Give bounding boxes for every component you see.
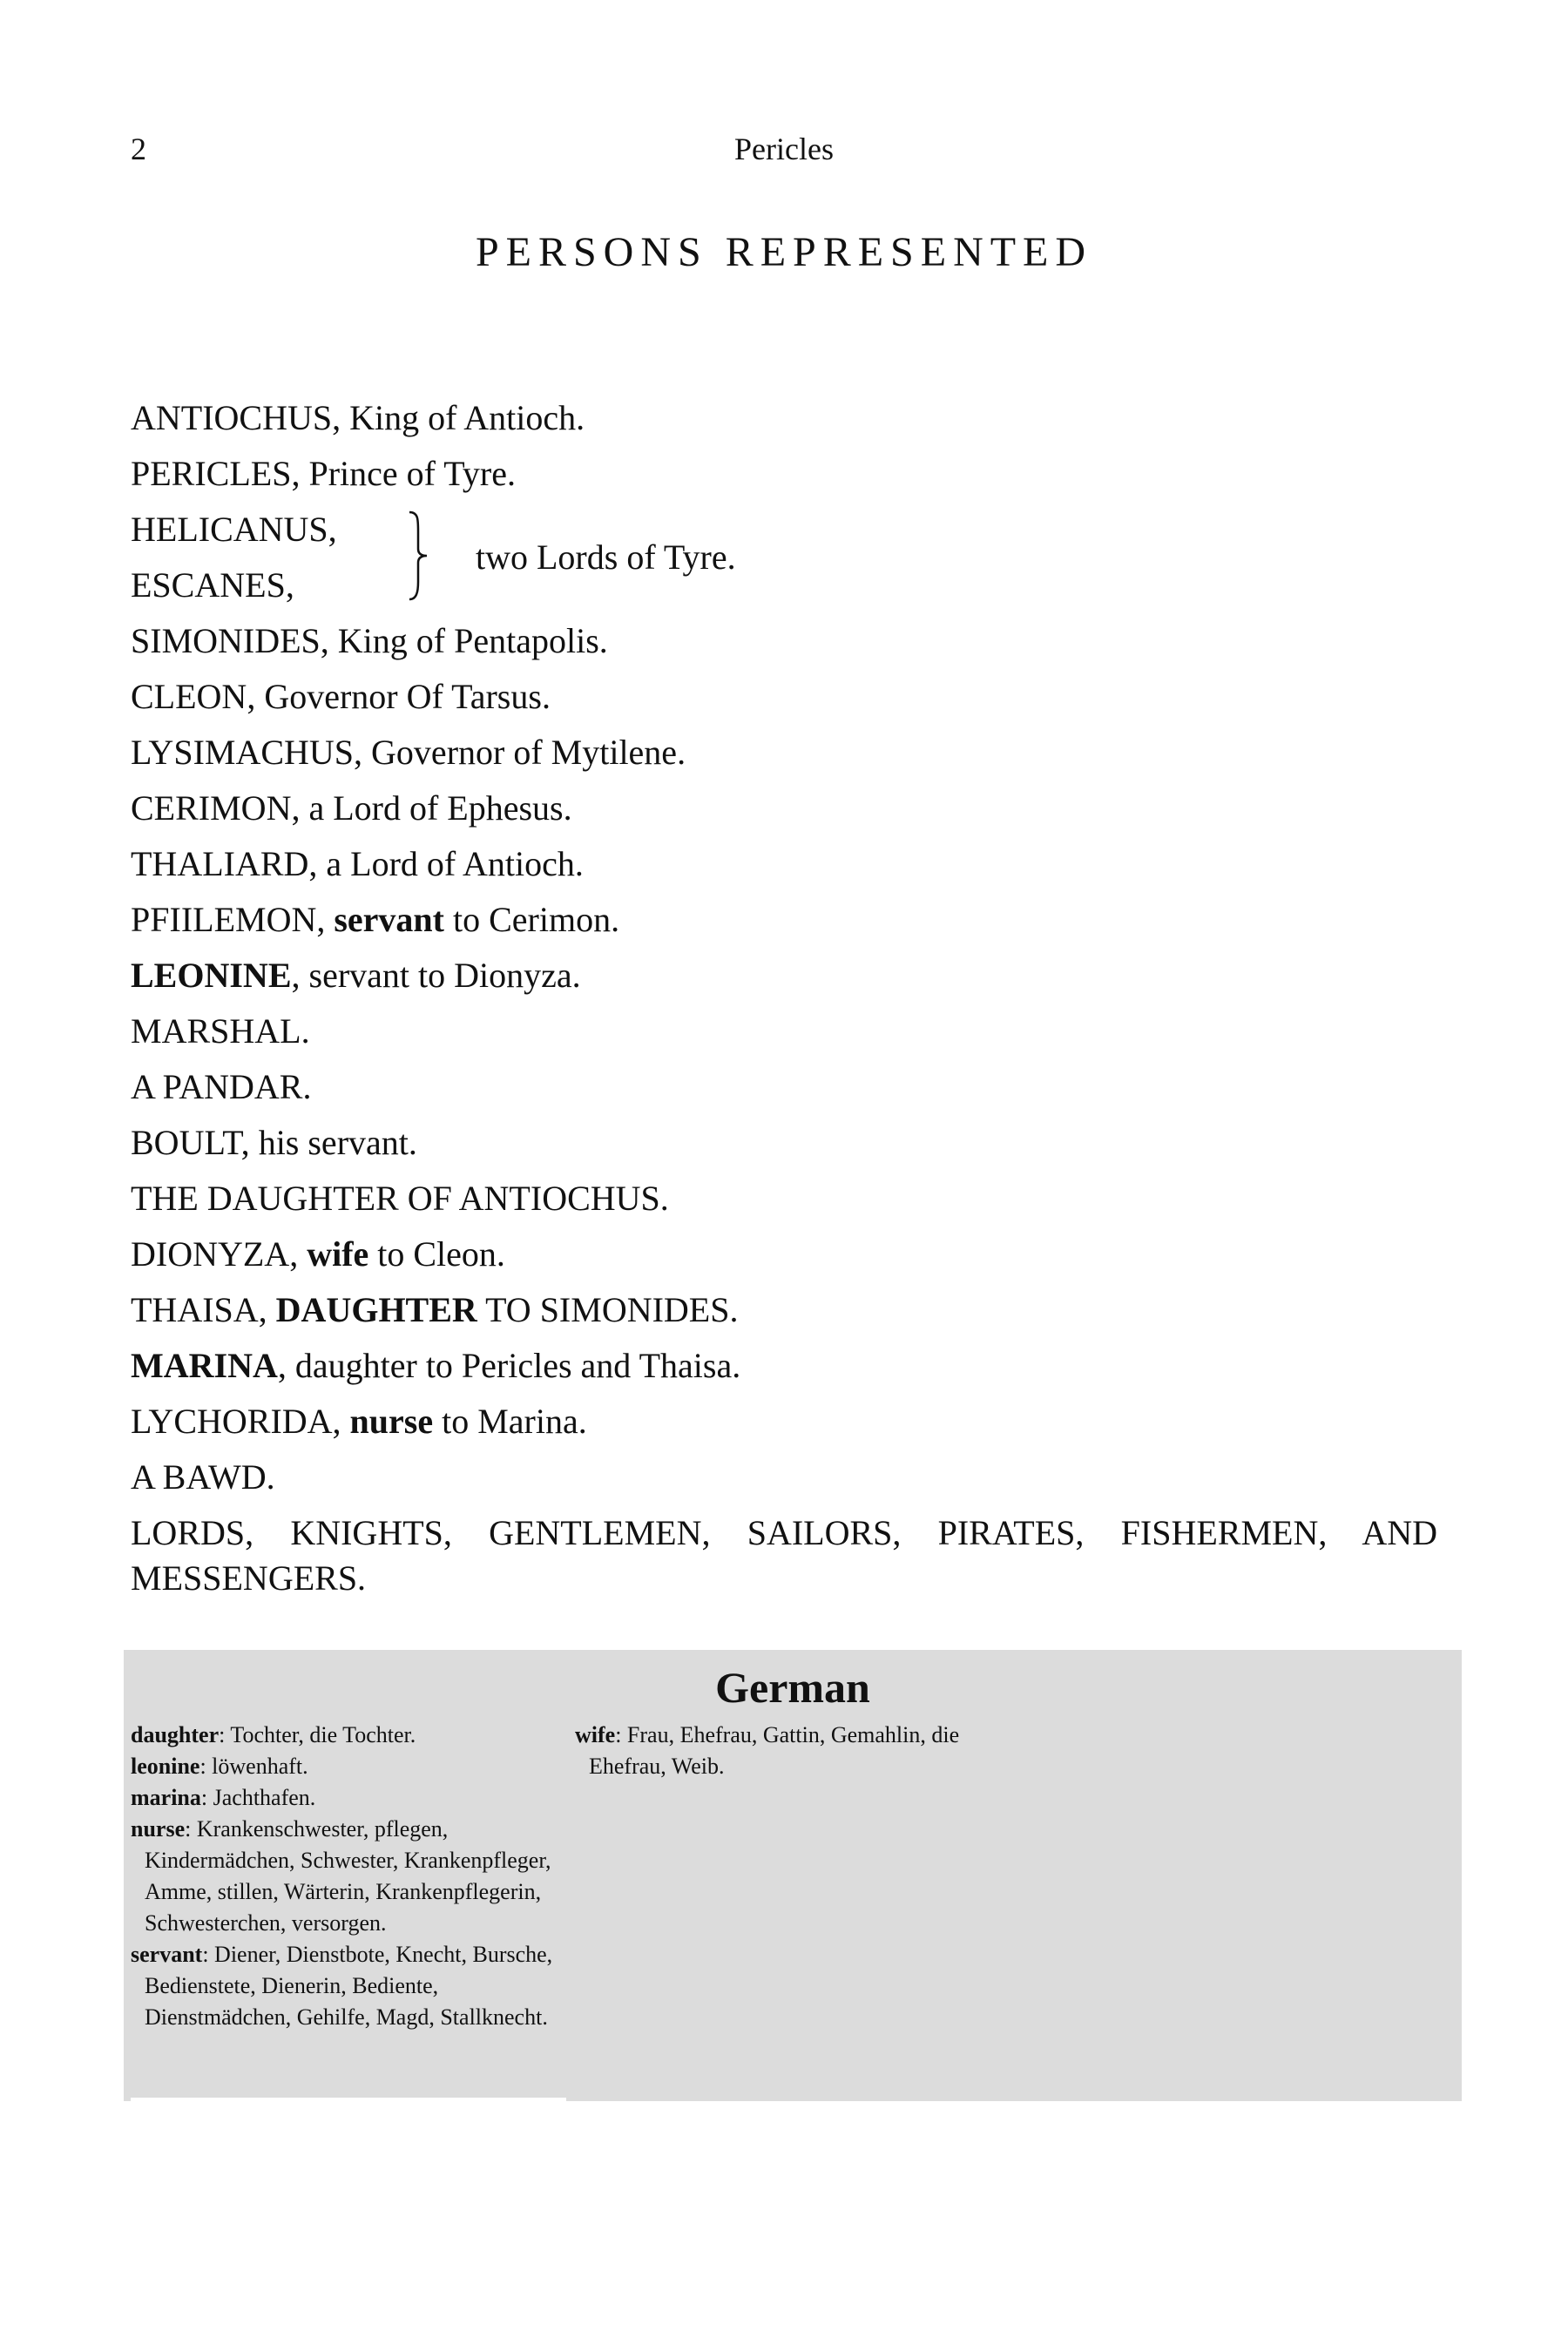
glossary-term: marina [131,1785,201,1810]
cast-name-helicanus: HELICANUS, [131,510,337,549]
cast-group-lords-of-tyre [131,502,1437,613]
cast-entry-lysimachus [131,725,1437,781]
cast-description: Governor of Mytilene. [362,733,686,772]
glossary-entry [131,1751,566,1782]
page-number: 2 [131,132,146,166]
cast-name: CERIMON, [131,788,301,828]
cast-entry-pericles [131,446,1437,502]
cast-name: THE DAUGHTER OF ANTIOCHUS. [131,1179,669,1218]
cast-description: his servant. [249,1123,417,1162]
glossary-term-highlight: LEONINE [131,956,292,995]
glossary-entry [131,1720,566,1751]
cast-name: CLEON, [131,677,256,716]
cast-description: to Cleon. [368,1234,505,1274]
glossary-definition: : löwenhaft. [199,1754,308,1779]
glossary-entry [131,1814,566,1939]
cast-entry-dionyza [131,1227,1437,1282]
cast-name: BOULT, [131,1123,250,1162]
cast-name: SIMONIDES, [131,621,329,660]
cast-entry-pandar [131,1059,1437,1115]
cast-name: THALIARD, [131,844,318,883]
brace-icon [404,502,430,610]
cast-description: to Marina. [433,1402,587,1441]
cast-entry-thaliard [131,836,1437,892]
cast-entry-boult [131,1115,1437,1171]
glossary-term: leonine [131,1754,200,1779]
cast-entry-philemon [131,892,1437,948]
cast-description: a Lord of Antioch. [317,844,584,883]
cast-name: THAISA, [131,1290,276,1329]
cast-description: , daughter to Pericles and Thaisa. [277,1346,741,1385]
glossary-column-divider [131,2098,566,2105]
cast-name-escanes: ESCANES, [131,565,294,605]
cast-description: Governor Of Tarsus. [255,677,551,716]
glossary-definition: : Krankenschwester, pflegen, Kindermädchen, Schwester, Krankenpfleger, Amme, stillen, Wärterin, Krankenpflegerin, Schwesterchen, versorgen. [145,1816,551,1936]
cast-name: LYCHORIDA, [131,1402,350,1441]
cast-entry-simonides [131,613,1437,669]
cast-list [131,390,1437,1601]
cast-name: LORDS, KNIGHTS, GENTLEMEN, SAILORS, PIRATES, FISHERMEN, AND MESSENGERS. [131,1513,1437,1598]
cast-name: PERICLES, [131,454,301,493]
cast-description: a Lord of Ephesus. [300,788,572,828]
cast-entry-marina [131,1338,1437,1394]
cast-description: TO SIMONIDES. [476,1290,739,1329]
glossary-box [124,1650,1462,2101]
section-title: PERSONS REPRESENTED [475,229,1093,275]
cast-name: MARSHAL. [131,1011,310,1051]
cast-description: to Cerimon. [443,900,620,939]
glossary-entry [575,1720,1028,1782]
cast-name: LYSIMACHUS, [131,733,363,772]
glossary-term: servant [131,1942,203,1967]
glossary-term-highlight: DAUGHTER [275,1290,477,1329]
glossary-term-highlight: nurse [349,1402,434,1441]
cast-entry-thaisa [131,1282,1437,1338]
glossary-column-left [131,1720,566,2033]
glossary-entry [131,1939,566,2033]
glossary-term: nurse [131,1816,186,1842]
cast-entry-lychorida [131,1394,1437,1450]
cast-entry-bawd [131,1450,1437,1505]
glossary-term-highlight: MARINA [131,1346,278,1385]
cast-entry-antiochus [131,390,1437,446]
glossary-definition: : Tochter, die Tochter. [219,1722,416,1747]
glossary-title: German [715,1663,870,1712]
cast-description: Prince of Tyre. [300,454,516,493]
glossary-definition: : Jachthafen. [200,1785,316,1810]
cast-entry-daughter-of-antiochus [131,1171,1437,1227]
glossary-entry [131,1782,566,1814]
cast-name: PFIILEMON, [131,900,335,939]
cast-entry-leonine [131,948,1437,1004]
cast-entry-marshal [131,1004,1437,1059]
cast-description: King of Pentapolis. [328,621,608,660]
glossary-column-right [575,1720,1028,1782]
cast-description: King of Antioch. [341,398,585,437]
cast-name: DIONYZA, [131,1234,308,1274]
cast-entry-attendants [131,1511,1437,1601]
cast-group-description: two Lords of Tyre. [476,537,736,577]
glossary-term-highlight: wife [307,1234,369,1274]
cast-entry-cleon [131,669,1437,725]
glossary-term: wife [575,1722,616,1747]
cast-entry-cerimon [131,781,1437,836]
glossary-definition: : Diener, Dienstbote, Knecht, Bursche, Bedienstete, Dienerin, Bediente, Dienstmädchen, Gehilfe, Magd, Stallknecht. [145,1942,553,2030]
cast-description: , servant to Dionyza. [291,956,581,995]
cast-name: A PANDAR. [131,1067,312,1106]
cast-name: ANTIOCHUS, [131,398,341,437]
cast-name: A BAWD. [131,1457,275,1497]
glossary-term: daughter [131,1722,220,1747]
running-title: Pericles [734,132,834,166]
glossary-definition: : Frau, Ehefrau, Gattin, Gemahlin, die Ehefrau, Weib. [589,1722,960,1779]
glossary-term-highlight: servant [334,900,444,939]
